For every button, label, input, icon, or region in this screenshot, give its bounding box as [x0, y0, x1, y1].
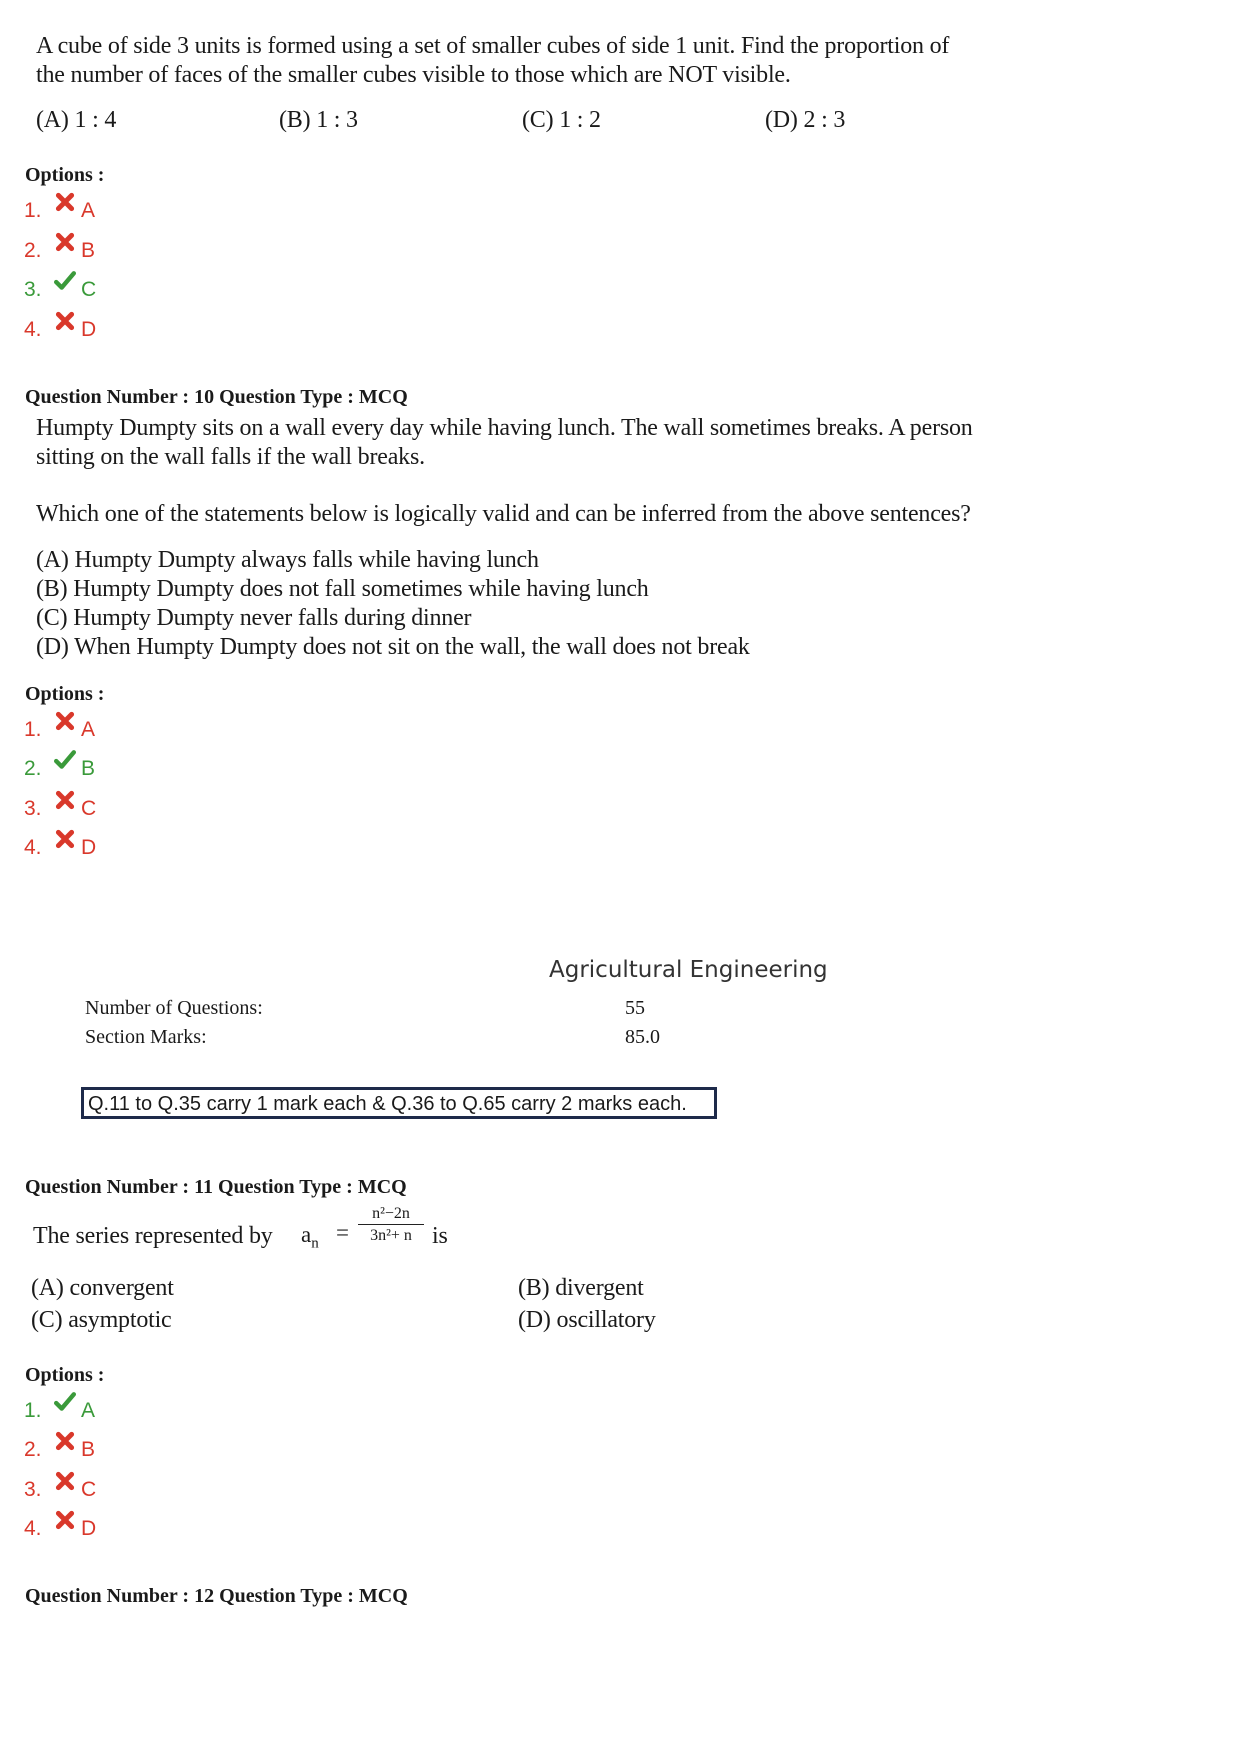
q11-formula-eq: =	[336, 1220, 349, 1245]
option-number: 2.	[24, 757, 42, 780]
option-letter: D	[81, 1517, 97, 1540]
section-questions-value: 55	[625, 997, 645, 1019]
cross-icon	[54, 191, 76, 213]
cross-icon	[54, 231, 76, 253]
q11-choice-b: (B) divergent	[518, 1275, 644, 1301]
section-marks-label: Section Marks:	[85, 1026, 207, 1048]
option-number: 4.	[24, 836, 42, 859]
q12-header: Question Number : 12 Question Type : MCQ	[25, 1585, 408, 1607]
q9-choice-d: (D) 2 : 3	[765, 107, 846, 133]
q11-choice-d: (D) oscillatory	[518, 1307, 656, 1333]
option-number: 3.	[24, 797, 42, 820]
q10-choice-d: (D) When Humpty Dumpty does not sit on the wall, the wall does not break	[36, 634, 750, 660]
cross-icon	[54, 789, 76, 811]
q11-options-label: Options :	[25, 1364, 105, 1386]
q11-choice-c: (C) asymptotic	[31, 1307, 172, 1333]
option-number: 1.	[24, 199, 42, 222]
option-letter: A	[81, 718, 96, 741]
option-letter: B	[81, 239, 96, 262]
q11-text-suffix: is	[432, 1223, 448, 1249]
cross-icon	[54, 828, 76, 850]
section-title: Agricultural Engineering	[549, 957, 828, 983]
option-number: 4.	[24, 318, 42, 341]
option-letter: C	[81, 797, 97, 820]
q9-choice-b: (B) 1 : 3	[279, 107, 358, 133]
option-letter: C	[81, 278, 97, 301]
option-letter: A	[81, 1399, 96, 1422]
q10-header: Question Number : 10 Question Type : MCQ	[25, 386, 408, 408]
formula-denominator: 3n²+ n	[370, 1227, 412, 1244]
q10-choice-c: (C) Humpty Dumpty never falls during dinner	[36, 605, 472, 631]
q11-formula-fraction	[358, 1205, 424, 1245]
option-number: 3.	[24, 1478, 42, 1501]
q9-text-line-2: the number of faces of the smaller cubes visible to those which are NOT visible.	[36, 62, 791, 88]
q10-choice-b: (B) Humpty Dumpty does not fall sometimes while having lunch	[36, 576, 649, 602]
option-letter: A	[81, 199, 96, 222]
option-letter: B	[81, 757, 96, 780]
option-letter: B	[81, 1438, 96, 1461]
cross-icon	[54, 1430, 76, 1452]
marks-note-box: Q.11 to Q.35 carry 1 mark each & Q.36 to Q.65 carry 2 marks each.	[81, 1087, 717, 1119]
q10-options-label: Options :	[25, 683, 105, 705]
q9-choice-c: (C) 1 : 2	[522, 107, 601, 133]
q10-text-line-1: Humpty Dumpty sits on a wall every day while having lunch. The wall sometimes breaks. A person	[36, 415, 973, 441]
cross-icon	[54, 1470, 76, 1492]
check-icon	[54, 270, 76, 292]
option-number: 1.	[24, 718, 42, 741]
option-number: 2.	[24, 1438, 42, 1461]
check-icon	[54, 749, 76, 771]
check-icon	[54, 1391, 76, 1413]
q10-text-line-2: sitting on the wall falls if the wall breaks.	[36, 444, 425, 470]
formula-subscript: n	[311, 1235, 319, 1252]
q9-options-label: Options :	[25, 164, 105, 186]
q9-choice-a: (A) 1 : 4	[36, 107, 117, 133]
option-number: 3.	[24, 278, 42, 301]
option-number: 2.	[24, 239, 42, 262]
q11-header: Question Number : 11 Question Type : MCQ	[25, 1176, 407, 1198]
q11-text-prefix: The series represented by	[33, 1223, 273, 1249]
q11-choice-a: (A) convergent	[31, 1275, 174, 1301]
option-letter: D	[81, 318, 97, 341]
option-letter: D	[81, 836, 97, 859]
section-questions-label: Number of Questions:	[85, 997, 263, 1019]
section-marks-value: 85.0	[625, 1026, 660, 1048]
q9-text-line-1: A cube of side 3 units is formed using a set of smaller cubes of side 1 unit. Find the proportion of	[36, 33, 950, 59]
option-number: 4.	[24, 1517, 42, 1540]
option-letter: C	[81, 1478, 97, 1501]
option-number: 1.	[24, 1399, 42, 1422]
formula-numerator: n²−2n	[358, 1205, 424, 1225]
cross-icon	[54, 710, 76, 732]
cross-icon	[54, 1509, 76, 1531]
q10-choice-a: (A) Humpty Dumpty always falls while having lunch	[36, 547, 539, 573]
formula-a: a	[301, 1222, 312, 1247]
cross-icon	[54, 310, 76, 332]
q10-text-line-3: Which one of the statements below is logically valid and can be inferred from the above sentences?	[36, 501, 971, 527]
q11-formula-lhs	[301, 1222, 319, 1253]
